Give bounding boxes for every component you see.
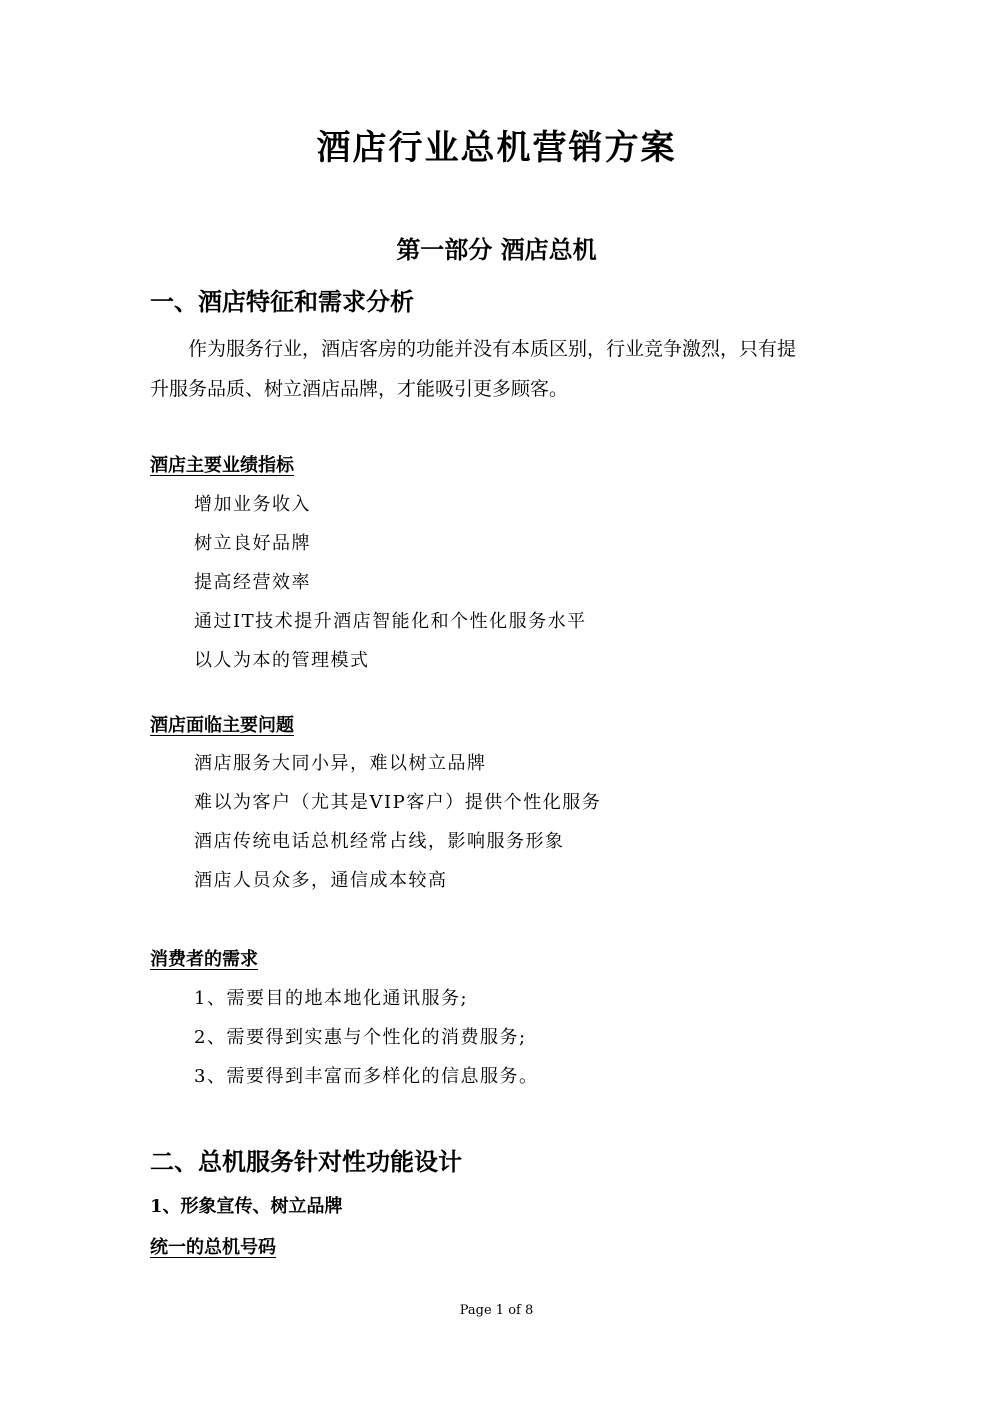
section-heading-1: 一、酒店特征和需求分析 <box>150 287 414 316</box>
kpi-heading: 酒店主要业绩指标 <box>150 455 294 476</box>
part-title: 第一部分 酒店总机 <box>396 235 597 264</box>
list-item: 增加业务收入 <box>194 494 311 515</box>
list-item: 通过IT技术提升酒店智能化和个性化服务水平 <box>194 611 587 632</box>
intro-line-1: 作为服务行业，酒店客房的功能并没有本质区别，行业竞争激烈，只有提 <box>188 338 797 360</box>
list-item: 1、需要目的地本地化通讯服务; <box>194 988 469 1009</box>
needs-list <box>194 979 538 1096</box>
problems-list <box>194 744 601 900</box>
document-title: 酒店行业总机营销方案 <box>316 128 677 168</box>
list-item: 2、需要得到实惠与个性化的消费服务; <box>194 1027 527 1048</box>
list-item: 酒店人员众多，通信成本较高 <box>194 870 448 891</box>
section-heading-2: 二、总机服务针对性功能设计 <box>150 1147 462 1176</box>
intro-line-2: 升服务品质、树立酒店品牌，才能吸引更多顾客。 <box>150 378 569 400</box>
subsection-underlined-heading: 统一的总机号码 <box>150 1237 276 1258</box>
list-item: 3、需要得到丰富而多样化的信息服务。 <box>194 1066 539 1087</box>
list-item: 树立良好品牌 <box>194 533 311 554</box>
list-item: 提高经营效率 <box>194 572 311 593</box>
kpi-list <box>194 485 587 680</box>
list-item: 难以为客户（尤其是VIP客户）提供个性化服务 <box>194 792 602 813</box>
list-item: 酒店服务大同小异，难以树立品牌 <box>194 753 487 774</box>
list-item: 酒店传统电话总机经常占线，影响服务形象 <box>194 831 565 852</box>
problems-heading: 酒店面临主要问题 <box>150 715 294 736</box>
needs-heading: 消费者的需求 <box>150 949 258 970</box>
list-item: 以人为本的管理模式 <box>194 650 370 671</box>
subsection-heading: 1、形象宣传、树立品牌 <box>150 1196 343 1217</box>
page-number-footer: Page 1 of 8 <box>459 1303 534 1318</box>
intro-paragraph <box>150 329 840 409</box>
